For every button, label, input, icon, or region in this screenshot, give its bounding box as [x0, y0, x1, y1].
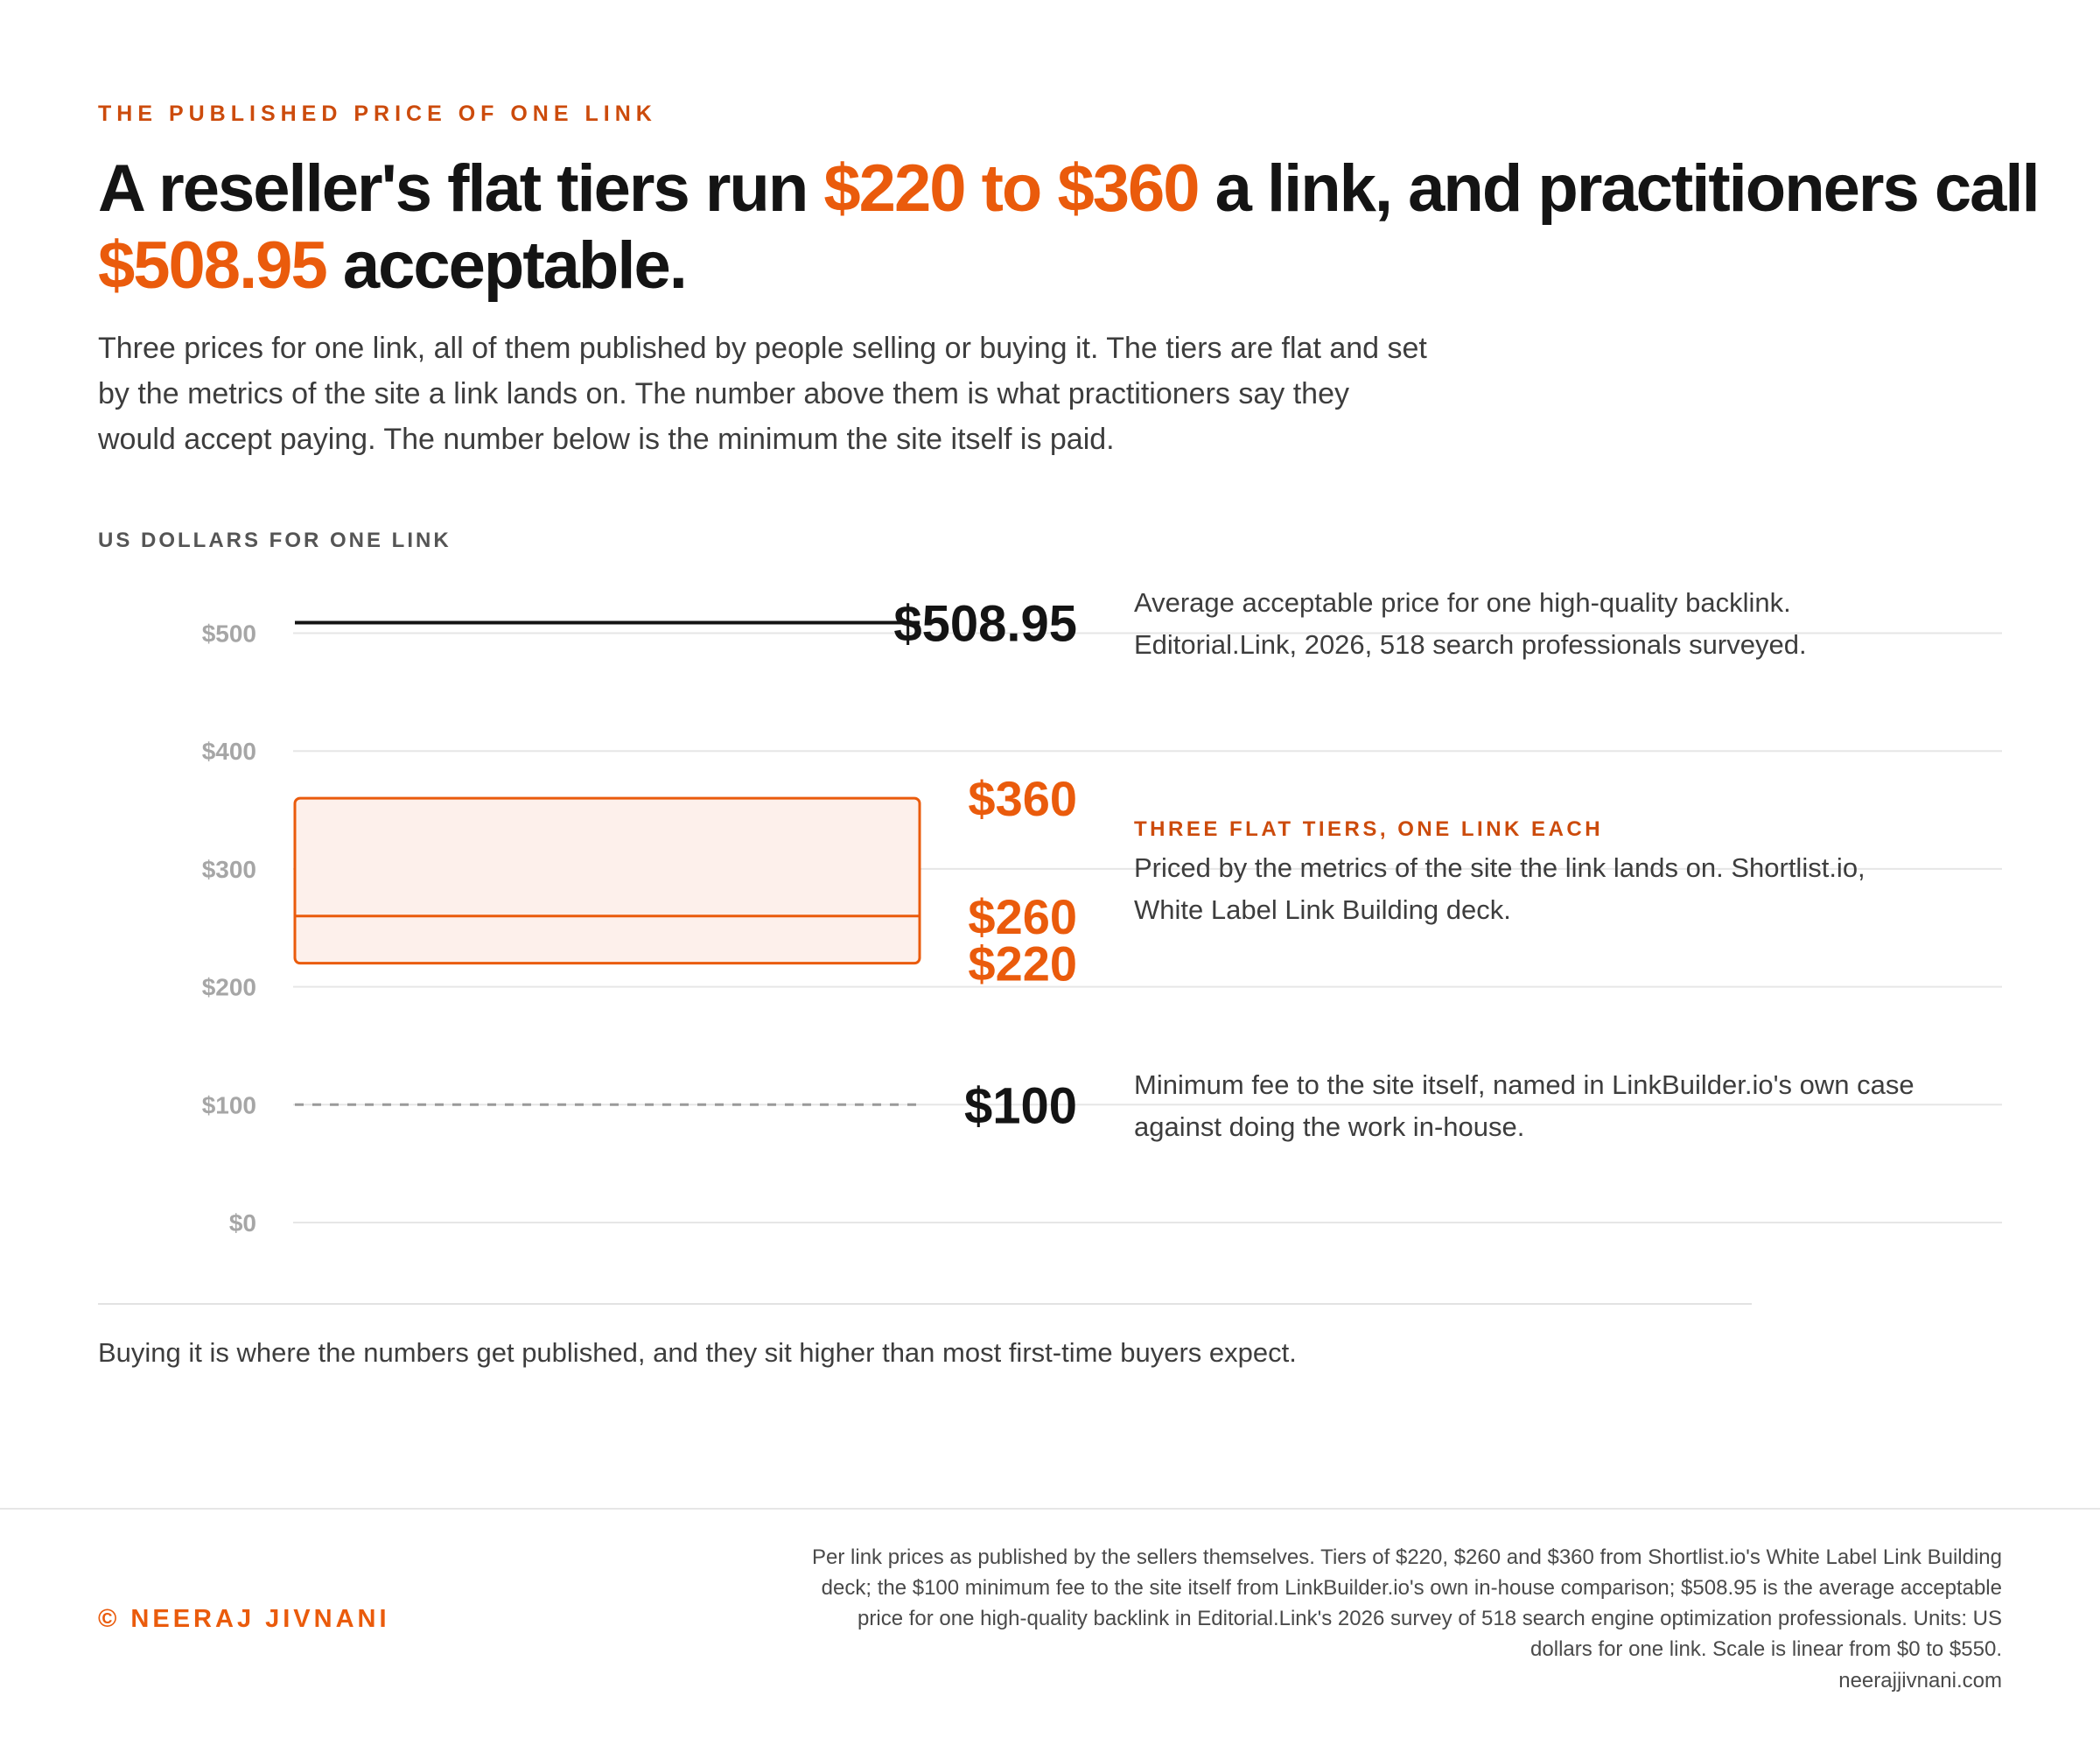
tier-value-label: $260: [968, 888, 1077, 944]
source-note: Per link prices as published by the sellers themselves. Tiers of $220, $260 and $360 from Shortlist.io's White Label Link Building deck; the $100 minimum fee to the site itself from LinkBuilder.io's own in-house comparison; $508.95 is the average acceptable price for one high-quality backlink in Editorial.Link's 2026 survey of 518 search engine optimization professionals. Units: US dollars for one link. Scale is linear from $0 to $550.: [812, 1545, 2002, 1661]
y-tick-label: $100: [201, 1091, 256, 1119]
tier-band: [295, 798, 920, 964]
site-url: neerajjivnani.com: [1838, 1669, 2002, 1692]
axis-caption: US DOLLARS FOR ONE LINK: [98, 529, 452, 552]
tier-value-label: $360: [968, 771, 1077, 827]
tier-value-label: $220: [968, 936, 1077, 992]
credit: © NEERAJ JIVNANI: [98, 1605, 390, 1633]
annotation-tiers: [1134, 812, 1922, 931]
y-tick-label: $400: [201, 738, 256, 766]
divider: [98, 1303, 1752, 1305]
eyebrow: THE PUBLISHED PRICE OF ONE LINK: [98, 102, 657, 126]
y-tick-label: $500: [201, 620, 256, 648]
y-tick-label: $300: [201, 855, 256, 883]
value-label: $508.95: [893, 595, 1077, 653]
annotation-tiers-text: Priced by the metrics of the site the link lands on. Shortlist.io, White Label Link Building deck.: [1134, 852, 1866, 925]
headline-accent-average: $508.95: [98, 228, 326, 303]
headline-part-1: A reseller's flat tiers run: [98, 151, 824, 226]
headline-part-3: acceptable.: [326, 228, 686, 303]
lede: Three prices for one link, all of them published by people selling or buying it. The tiers are flat and set by the metrics of the site a link lands on. The number above them is what practitioners say they would accept paying. The number below is the minimum the site itself is paid.: [98, 332, 1427, 456]
footer-divider: [0, 1508, 2100, 1510]
value-label: $100: [963, 1077, 1077, 1135]
takeaway: Buying it is where the numbers get published, and they sit higher than most first-time buyers expect.: [98, 1337, 1297, 1368]
annotation-average: Average acceptable price for one high-quality backlink. Editorial.Link, 2026, 518 search professionals surveyed.: [1134, 587, 1807, 660]
annotation-tiers-heading: THREE FLAT TIERS, ONE LINK EACH: [1134, 817, 1604, 841]
y-tick-label: $200: [201, 973, 256, 1001]
headline-accent-tier-range: $220 to $360: [823, 151, 1199, 226]
headline-part-2: a link, and practitioners call: [1198, 151, 2039, 226]
y-tick-label: $0: [228, 1209, 256, 1237]
annotation-minimum: Minimum fee to the site itself, named in LinkBuilder.io's own case against doing the work in-house.: [1134, 1069, 1914, 1142]
